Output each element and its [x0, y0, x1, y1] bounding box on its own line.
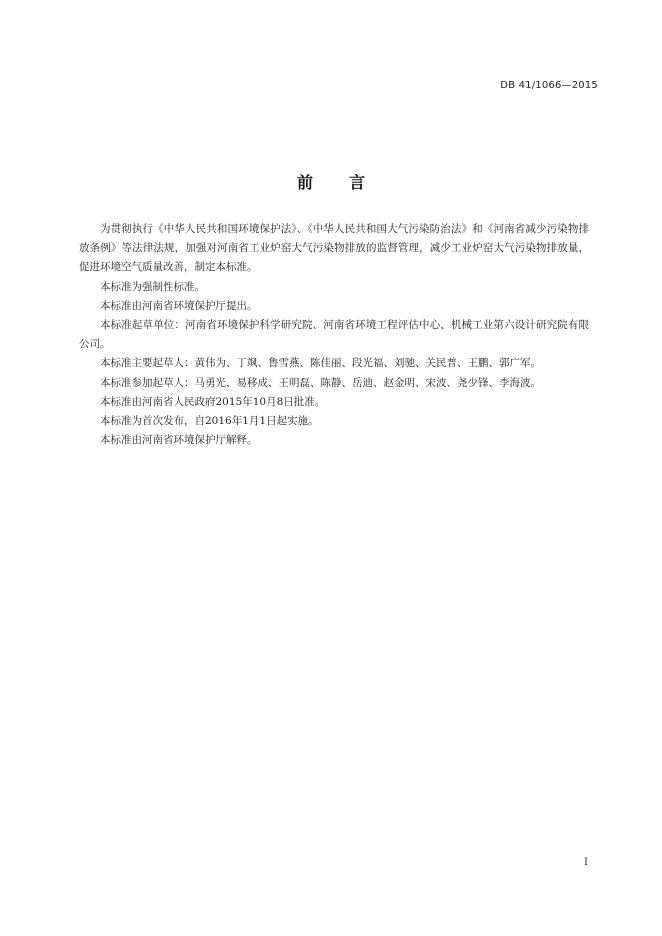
paragraph-mandatory: 本标准为强制性标准。: [100, 280, 205, 293]
title-char-1: 前: [296, 173, 313, 192]
paragraph-approval: 本标准由河南省人民政府2015年10月8日批准。: [100, 395, 326, 408]
foreword-body: [79, 220, 589, 450]
paragraph-implementation: 本标准为首次发布，自2016年1月1日起实施。: [100, 415, 319, 428]
paragraph-purpose: 为贯彻执行《中华人民共和国环境保护法》、《中华人民共和国大气污染防治法》和《河南省减少污染物排放条例》等法律法规，加强对河南省工业炉窑大气污染物排放的监督管理，减少工业炉窑大气污染物排放量，促进环境空气质量改善，制定本标准。: [79, 223, 589, 274]
standard-code: DB 41/1066—2015: [500, 80, 598, 91]
paragraph-drafting-units: 本标准起草单位：河南省环境保护科学研究院、河南省环境工程评估中心、机械工业第六设计研究院有限公司。: [79, 319, 589, 351]
paragraph-participating-drafters: 本标准参加起草人：马勇光、易移成、王明磊、陈静、岳迪、赵金明、宋波、尧少锋、李海波。: [100, 376, 541, 389]
page-title: [0, 170, 662, 193]
paragraph-interpretation: 本标准由河南省环境保护厅解释。: [100, 434, 258, 447]
paragraph-proposed-by: 本标准由河南省环境保护厅提出。: [100, 299, 258, 312]
paragraph-main-drafters: 本标准主要起草人：黄伟为、丁飒、鲁雪燕、陈佳丽、段光福、刘驰、关民普、王鹏、郭广军。: [100, 357, 541, 370]
title-char-2: 言: [349, 173, 366, 192]
page-number: I: [584, 857, 588, 868]
